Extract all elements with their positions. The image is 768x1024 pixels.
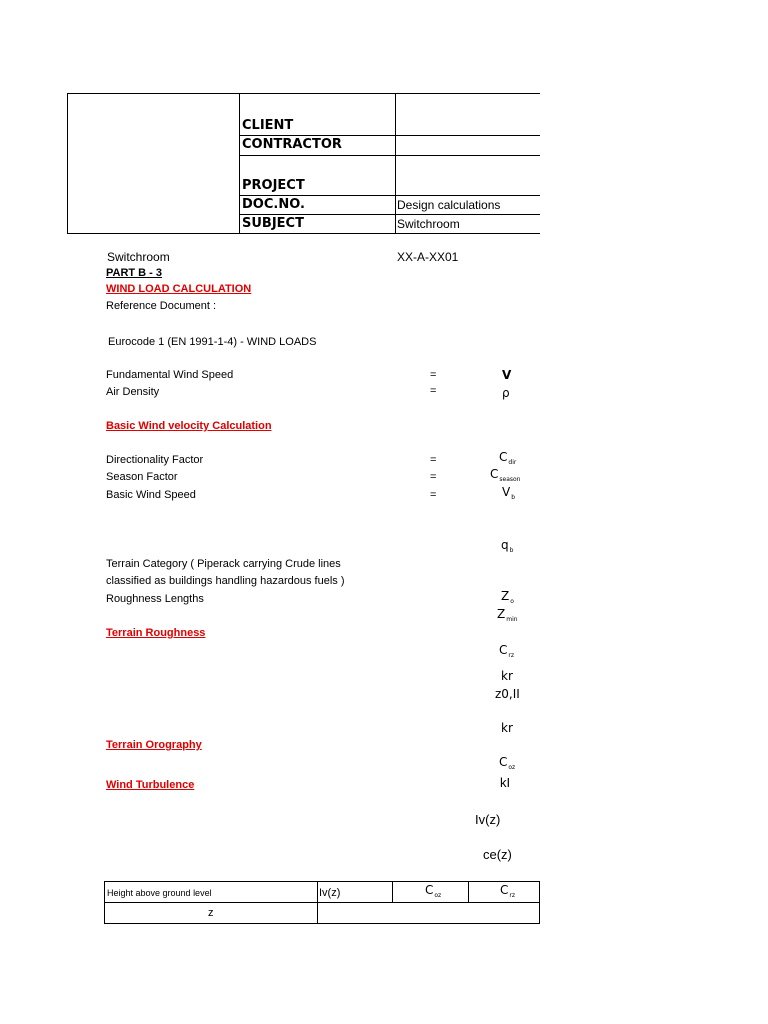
directionality-factor-label: Directionality Factor xyxy=(106,454,204,466)
symbol-ivz: Iv(z) xyxy=(475,812,501,827)
symbol-zmin: $Z_{min}$ xyxy=(497,607,518,623)
symbol-zo: $Z_o$ xyxy=(501,589,514,605)
section-title: WIND LOAD CALCULATION xyxy=(106,283,252,295)
project-label: PROJECT xyxy=(242,178,305,193)
symbol-crz: $C_{rz}$ xyxy=(499,643,515,659)
basic-wind-speed-label: Basic Wind Speed xyxy=(106,489,196,501)
subject-label: SUBJECT xyxy=(242,216,304,231)
equals-sign: = xyxy=(430,369,437,381)
building-name: Switchroom xyxy=(107,250,170,264)
symbol-rho: ρ xyxy=(502,386,510,400)
equals-sign: = xyxy=(430,385,437,397)
symbol-v: V xyxy=(502,368,512,382)
roughness-lengths-label: Roughness Lengths xyxy=(106,593,204,605)
reference-document-label: Reference Document : xyxy=(106,300,217,312)
air-density-label: Air Density xyxy=(106,386,160,398)
terrain-category-line1: Terrain Category ( Piperack carrying Crude lines xyxy=(106,558,341,570)
part-label: PART B - 3 xyxy=(106,267,163,279)
equals-sign: = xyxy=(430,471,437,483)
symbol-kl: kI xyxy=(500,775,511,790)
symbol-z0ii: z0,II xyxy=(495,687,520,701)
eurocode-reference: Eurocode 1 (EN 1991-1-4) - WIND LOADS xyxy=(108,336,317,348)
fundamental-wind-speed-label: Fundamental Wind Speed xyxy=(106,369,234,381)
symbol-c-dir: $C_{dir}$ xyxy=(499,450,517,466)
subject-value: Switchroom xyxy=(397,217,460,231)
terrain-roughness-heading: Terrain Roughness xyxy=(106,627,206,639)
symbol-cez: ce(z) xyxy=(483,847,512,862)
symbol-kr: kr xyxy=(501,669,513,683)
row-label-z: z xyxy=(208,907,214,919)
docno-label: DOC.NO. xyxy=(242,197,305,212)
symbol-vb: $V_b$ xyxy=(502,485,516,501)
terrain-orography-heading: Terrain Orography xyxy=(106,739,202,751)
symbol-qb: $q_b$ xyxy=(501,538,514,554)
terrain-category-line2: classified as buildings handling hazardous fuels ) xyxy=(106,575,345,587)
contractor-label: CONTRACTOR xyxy=(242,137,342,152)
equals-sign: = xyxy=(430,454,437,466)
column-header-ivz: Iv(z) xyxy=(319,887,341,899)
column-header-crz: $C_{rz}$ xyxy=(500,883,516,899)
document-reference: XX-A-XX01 xyxy=(397,250,459,264)
symbol-coz: $C_{oz}$ xyxy=(499,755,516,771)
symbol-kr-2: kr xyxy=(501,721,513,735)
season-factor-label: Season Factor xyxy=(106,471,178,483)
column-header-height: Height above ground level xyxy=(107,888,212,898)
column-header-coz: $C_{oz}$ xyxy=(425,883,442,899)
wind-turbulence-heading: Wind Turbulence xyxy=(106,779,195,791)
basic-wind-heading: Basic Wind velocity Calculation xyxy=(106,420,272,432)
client-label: CLIENT xyxy=(242,118,294,133)
symbol-c-season: $C_{season}$ xyxy=(490,467,521,483)
docno-value: Design calculations xyxy=(397,198,501,212)
equals-sign: = xyxy=(430,489,437,501)
